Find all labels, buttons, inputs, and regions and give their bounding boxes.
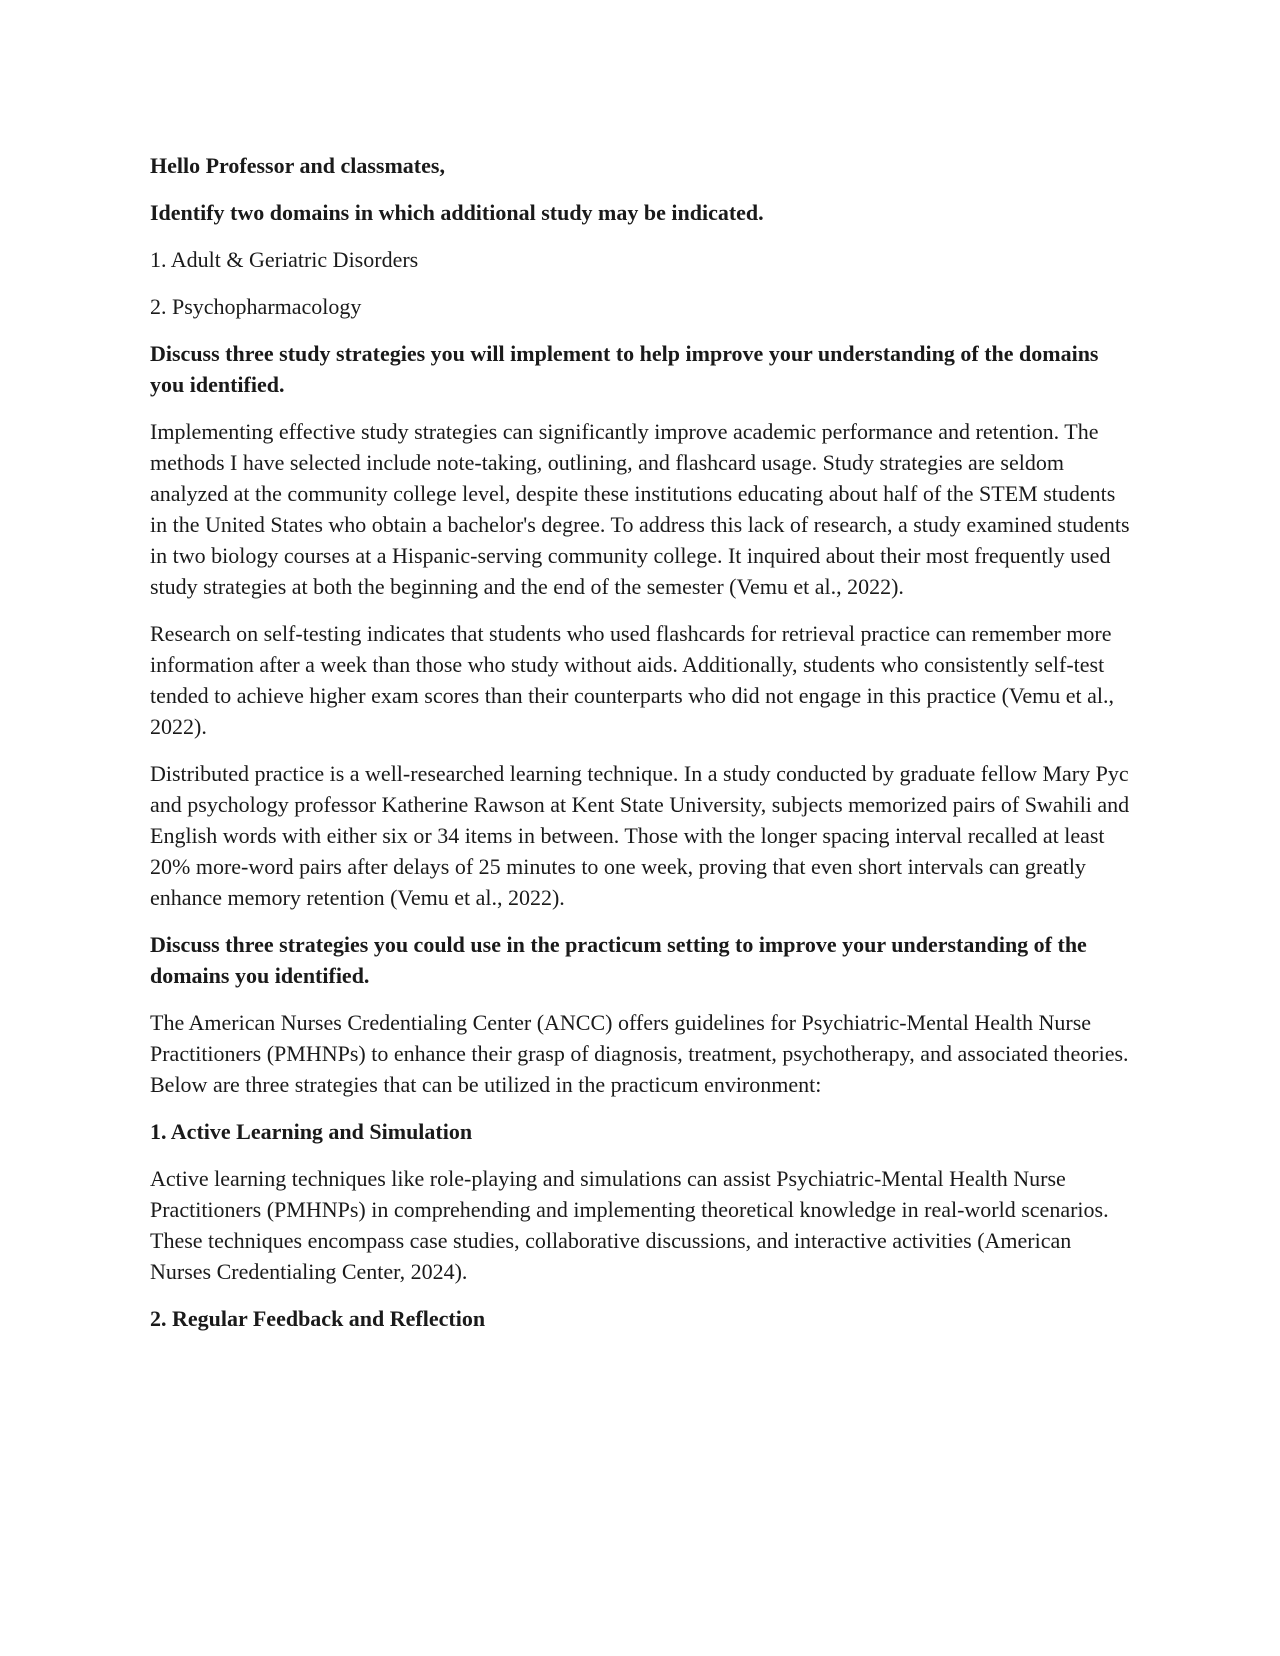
paragraph-ancc: The American Nurses Credentialing Center (ANCC) offers guidelines for Psychiatric-Mental Health Nurse Practitioners (PMHNPs) to enhance their grasp of diagnosis, treatment, psychotherapy, and associated theories. Below are three strategies that can be utilized in the practicum environment: xyxy=(150,1010,1129,1097)
paragraph-study-strategies: Implementing effective study strategies can significantly improve academic performance and retention. The methods I have selected include note-taking, outlining, and flashcard usage. Study strategies are seldom analyzed at the community college level, despite these institutions educating about half of the STEM students in the United States who obtain a bachelor's degree. To address this lack of research, a study examined students in two biology courses at a Hispanic-serving community college. It inquired about their most frequently used study strategies at both the beginning and the end of the semester (Vemu et al., 2022). xyxy=(150,419,1130,599)
greeting: Hello Professor and classmates, xyxy=(150,153,445,178)
heading-active-learning: 1. Active Learning and Simulation xyxy=(150,1119,473,1144)
document-page xyxy=(150,150,1130,1350)
question-practicum-strategies: Discuss three strategies you could use in the practicum setting to improve your understanding of the domains you identified. xyxy=(150,932,1087,988)
paragraph-self-testing: Research on self-testing indicates that students who used flashcards for retrieval practice can remember more information after a week than those who study without aids. Additionally, students who consistently self-test tended to achieve higher exam scores than their counterparts who did not engage in this practice (Vemu et al., 2022). xyxy=(150,621,1114,739)
question-study-strategies: Discuss three study strategies you will implement to help improve your understanding of the domains you identified. xyxy=(150,341,1099,397)
paragraph-distributed-practice: Distributed practice is a well-researched learning technique. In a study conducted by graduate fellow Mary Pyc and psychology professor Katherine Rawson at Kent State University, subjects memorized pairs of Swahili and English words with either six or 34 items in between. Those with the longer spacing interval recalled at least 20% more-word pairs after delays of 25 minutes to one week, proving that even short intervals can greatly enhance memory retention (Vemu et al., 2022). xyxy=(150,761,1130,910)
domain-item-1: 1. Adult & Geriatric Disorders xyxy=(150,247,419,272)
paragraph-active-learning: Active learning techniques like role-playing and simulations can assist Psychiatric-Mental Health Nurse Practitioners (PMHNPs) in comprehending and implementing theoretical knowledge in real-world scenarios. These techniques encompass case studies, collaborative discussions, and interactive activities (American Nurses Credentialing Center, 2024). xyxy=(150,1166,1109,1284)
domain-item-2: 2. Psychopharmacology xyxy=(150,294,362,319)
question-identify-domains: Identify two domains in which additional study may be indicated. xyxy=(150,200,764,225)
heading-feedback-reflection: 2. Regular Feedback and Reflection xyxy=(150,1306,486,1331)
